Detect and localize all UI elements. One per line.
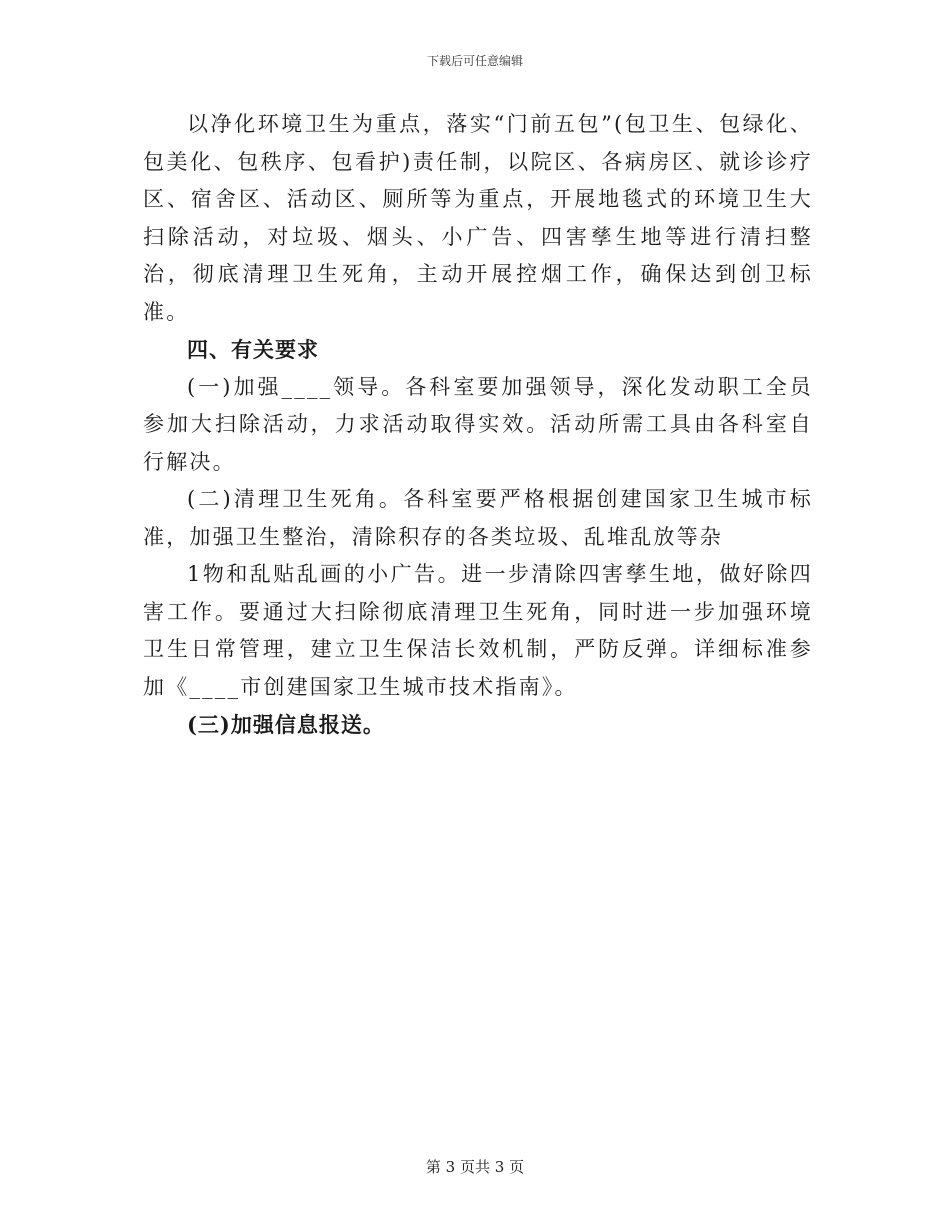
document-body (143, 106, 813, 744)
page-header: 下载后可任意编辑 (426, 54, 523, 68)
paragraph-strengthen-leadership: (一)加强____领导。各科室要加强领导，深化发动职工全员参加大扫除活动，力求活动取得实效。活动所需工具由各科室自行解决。 (143, 374, 813, 474)
paragraph-cleanup-focus: 以净化环境卫生为重点，落实“门前五包”(包卫生、包绿化、包美化、包秩序、包看护)责任制，以院区、各病房区、就诊诊疗区、宿舍区、活动区、厕所等为重点，开展地毯式的环境卫生大扫除活动，对垃圾、烟头、小广告、四害孳生地等进行清扫整治，彻底清理卫生死角，主动开展控烟工作，确保达到创卫标准。 (143, 112, 813, 324)
paragraph-remove-ads: 1物和乱贴乱画的小广告。进一步清除四害孳生地，做好除四害工作。要通过大扫除彻底清理卫生死角，同时进一步加强环境卫生日常管理，建立卫生保洁长效机制，严防反弹。详细标准参加《____市创建国家卫生城市技术指南》。 (143, 562, 813, 699)
section-heading-requirements: 四、有关要求 (187, 337, 319, 362)
page-footer: 第 3 页共 3 页 (425, 1158, 525, 1176)
paragraph-clean-dead-corners: (二)清理卫生死角。各科室要严格根据创建国家卫生城市标准，加强卫生整治，清除积存的各类垃圾、乱堆乱放等杂 (143, 487, 813, 549)
subheading-info-reporting: (三)加强信息报送。 (187, 712, 385, 737)
